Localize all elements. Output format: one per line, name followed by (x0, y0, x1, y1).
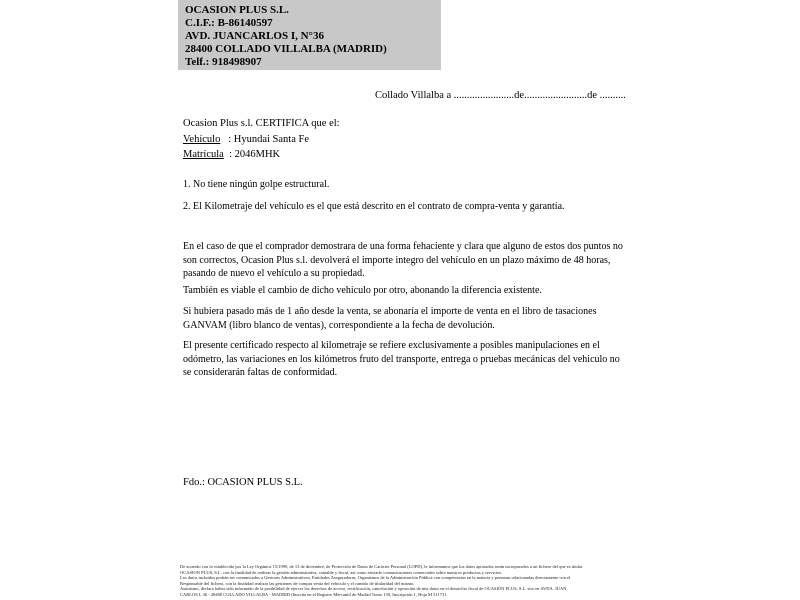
legal-fineprint (180, 564, 628, 598)
point-structural: 1. No tiene ningún golpe estructural. (183, 179, 330, 190)
paragraph-ganvam: Si hubiera pasado más de 1 año desde la venta, se abonaría el importe de venta en el libro de tasaciones GANVAM (libro blanco de ventas), correspondiente a la fecha de devolución. (183, 306, 597, 331)
paragraph-exchange: También es viable el cambio de dicho vehiculo por otro, abonando la diferencia existente. (183, 284, 542, 296)
legal-line: CARLOS I, 36 - 28400 COLLADO VILLALBA - MADRID (Inscrita en el Registro Mercantil de Madrid Tomo 150, Inscripción 1, Hoja M 511731. (180, 591, 448, 597)
company-address: AVD. JUANCARLOS I, N°36 (185, 30, 324, 42)
company-cif: C.I.F.: B-86140597 (185, 17, 273, 29)
date-line: Collado Villalba a .......................de........................de .......... (375, 90, 626, 101)
legal-line: OCASION PLUS, S.L. con la finalidad de realizar la gestión administrativa, contable y fiscal, así como enviarle comunicaciones comerciales sobre nuestros productos y servicios. (180, 569, 503, 575)
point-mileage: 2. El Kilometraje del vehículo es el que está descrito en el contrato de compra-venta y garantía. (183, 201, 565, 212)
plate-row (183, 147, 340, 163)
vehicle-label: Vehículo (183, 133, 221, 145)
points-block (183, 178, 628, 222)
paragraph-odometer: El presente certificado respecto al kilometraje se refiere exclusivamente a posibles manipulaciones en el odómetro, las variaciones en los kilómetros fruto del transporte, entrega o pruebas mecánicas del vehiculo no se considerarán faltas de conformidad. (183, 340, 620, 378)
legal-line: Responsable del fichero, con la finalidad realizar las gestiones de compra venta del vehículo y el cambio de titularidad del mismo. (180, 580, 415, 586)
certification-block (183, 116, 340, 163)
company-city: 28400 COLLADO VILLALBA (MADRID) (185, 43, 387, 55)
legal-line: Asimismo, declaro haber sido informado de la posibilidad de ejercer los derechos de acceso, rectificación, cancelación y oposición de mis datos en el domicilio fiscal de OCASIÓN PLUS, S.L. sito en AVDA. JUAN (180, 586, 567, 592)
signature-line: Fdo.: OCASION PLUS S.L. (183, 477, 303, 488)
plate-value: : 2046MHK (223, 149, 281, 160)
body-paragraphs (183, 240, 628, 380)
vehicle-row (183, 132, 340, 148)
plate-label: Matrícula (183, 149, 224, 160)
legal-line: De acuerdo con lo establecido por la Ley Orgánica 15/1999, de 13 de diciembre, de Protección de Datos de Carácter Personal (LOPD), le informamos que los datos aportados serán incorporados a un fichero del que es titular (180, 564, 583, 569)
legal-line: Los datos incluidos podrán ser comunicados a Gestores Administrativos, Entidades Aseguradoras, Organismos de la Administración Pública con competencias en la materia y personas relacionadas directamente con el (180, 575, 571, 581)
certification-intro: Ocasion Plus s.l. CERTIFICA que el: (183, 118, 340, 129)
company-name: OCASION PLUS S.L. (185, 4, 289, 16)
company-phone: Telf.: 918498907 (185, 56, 262, 68)
paragraph-refund: En el caso de que el comprador demostrara de una forma fehaciente y clara que alguno de estos dos puntos no son correctos, Ocasion Plus s.l. devolverá el importe integro del vehículo en un plazo máximo de 48 horas, pasando de nuevo el vehículo a su propiedad. (183, 241, 623, 279)
company-header-block (178, 0, 441, 70)
vehicle-value: : Hyundai Santa Fe (220, 133, 309, 145)
